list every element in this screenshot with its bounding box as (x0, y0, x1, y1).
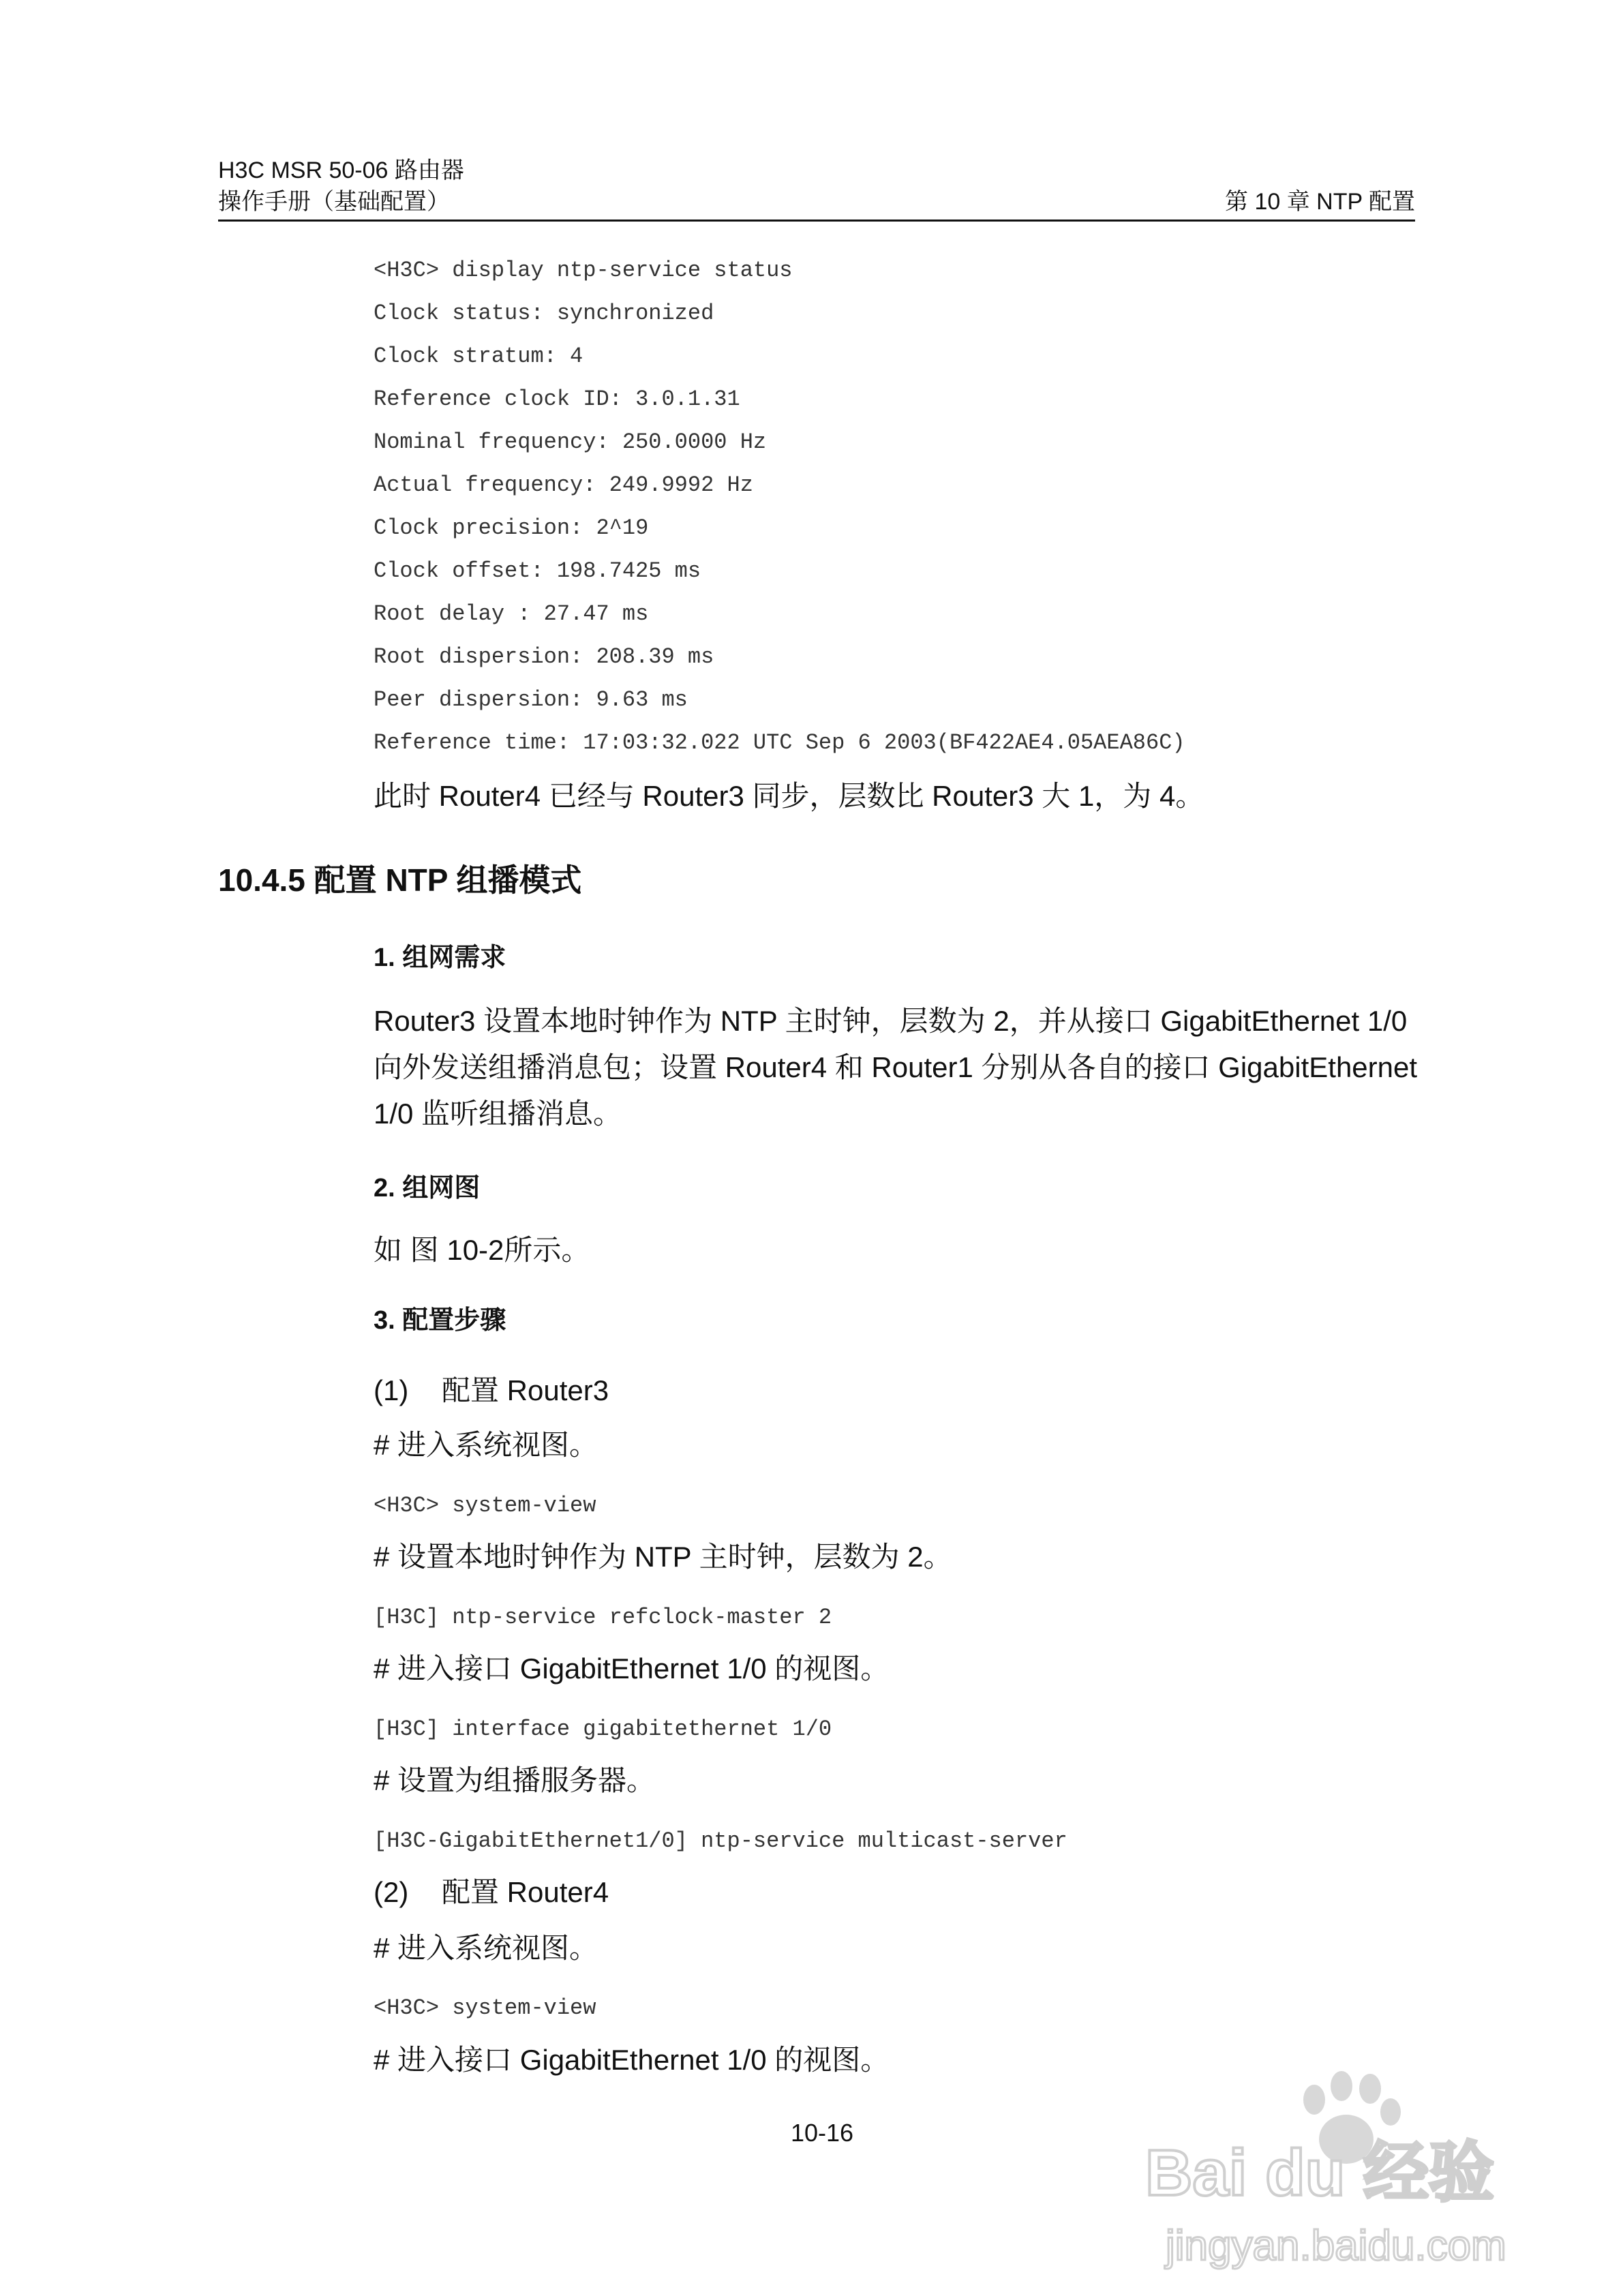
page-number: 10-16 (791, 2119, 854, 2147)
requirements-line: 向外发送组播消息包；设置 Router4 和 Router1 分别从各自的接口 GigabitEthernet (374, 1051, 1418, 1083)
watermark-brand: Bai du 经验 (1145, 2136, 1495, 2209)
comment-line: # 设置为组播服务器。 (374, 1764, 656, 1796)
status-line: Peer dispersion: 9.63 ms (374, 687, 688, 712)
comment-line: # 进入接口 GigabitEthernet 1/0 的视图。 (374, 2044, 890, 2076)
status-line: Clock stratum: 4 (374, 344, 583, 369)
comment-line: # 进入接口 GigabitEthernet 1/0 的视图。 (374, 1652, 890, 1685)
comment-line: # 进入系统视图。 (374, 1932, 598, 1964)
command-line: <H3C> system-view (374, 1995, 596, 2021)
step-number: (2) (374, 1876, 409, 1908)
comment-line: # 设置本地时钟作为 NTP 主时钟，层数为 2。 (374, 1541, 952, 1573)
step-router3 (374, 1373, 609, 1408)
status-line: Root dispersion: 208.39 ms (374, 644, 714, 669)
status-line: Reference time: 17:03:32.022 UTC Sep 6 2003(BF422AE4.05AEA86C) (374, 730, 1185, 755)
command-line: [H3C] ntp-service refclock-master 2 (374, 1605, 832, 1630)
comment-line: # 进入系统视图。 (374, 1429, 598, 1461)
command-line: <H3C> system-view (374, 1493, 596, 1518)
status-line: Clock status: synchronized (374, 301, 714, 326)
status-line: Clock offset: 198.7425 ms (374, 558, 701, 584)
diagram-heading: 2. 组网图 (374, 1174, 481, 1203)
section-title: 10.4.5 配置 NTP 组播模式 (218, 862, 582, 898)
status-line: Actual frequency: 249.9992 Hz (374, 472, 753, 498)
steps-heading: 3. 配置步骤 (374, 1306, 506, 1335)
status-line: Clock precision: 2^19 (374, 515, 649, 541)
requirements-line: 1/0 监听组播消息。 (374, 1098, 622, 1130)
status-line: Nominal frequency: 250.0000 Hz (374, 429, 767, 455)
sync-note: 此时 Router4 已经与 Router3 同步，层数比 Router3 大 1，为 4。 (374, 780, 1204, 812)
step-number: (1) (374, 1374, 409, 1406)
diagram-reference[interactable]: 如 图 10-2所示。 (374, 1234, 590, 1266)
header-chapter: 第 10 章 NTP 配置 (1225, 189, 1415, 215)
header-rule (218, 220, 1415, 222)
header-product: H3C MSR 50-06 路由器 (218, 157, 464, 183)
step-label: 配置 Router4 (442, 1876, 609, 1908)
baidu-watermark (1145, 2059, 1616, 2284)
step-label: 配置 Router3 (442, 1374, 609, 1406)
status-line: Root delay : 27.47 ms (374, 601, 649, 626)
command-line: [H3C] interface gigabitethernet 1/0 (374, 1717, 832, 1742)
requirements-line: Router3 设置本地时钟作为 NTP 主时钟，层数为 2，并从接口 GigabitEthernet 1/0 (374, 1005, 1408, 1037)
header-manual: 操作手册（基础配置） (218, 189, 450, 215)
requirements-heading: 1. 组网需求 (374, 943, 506, 972)
step-router4 (374, 1875, 609, 1910)
command-line: [H3C-GigabitEthernet1/0] ntp-service multicast-server (374, 1828, 1067, 1854)
status-line: <H3C> display ntp-service status (374, 258, 793, 283)
watermark-url: jingyan.baidu.com (1166, 2222, 1506, 2269)
status-line: Reference clock ID: 3.0.1.31 (374, 387, 740, 412)
